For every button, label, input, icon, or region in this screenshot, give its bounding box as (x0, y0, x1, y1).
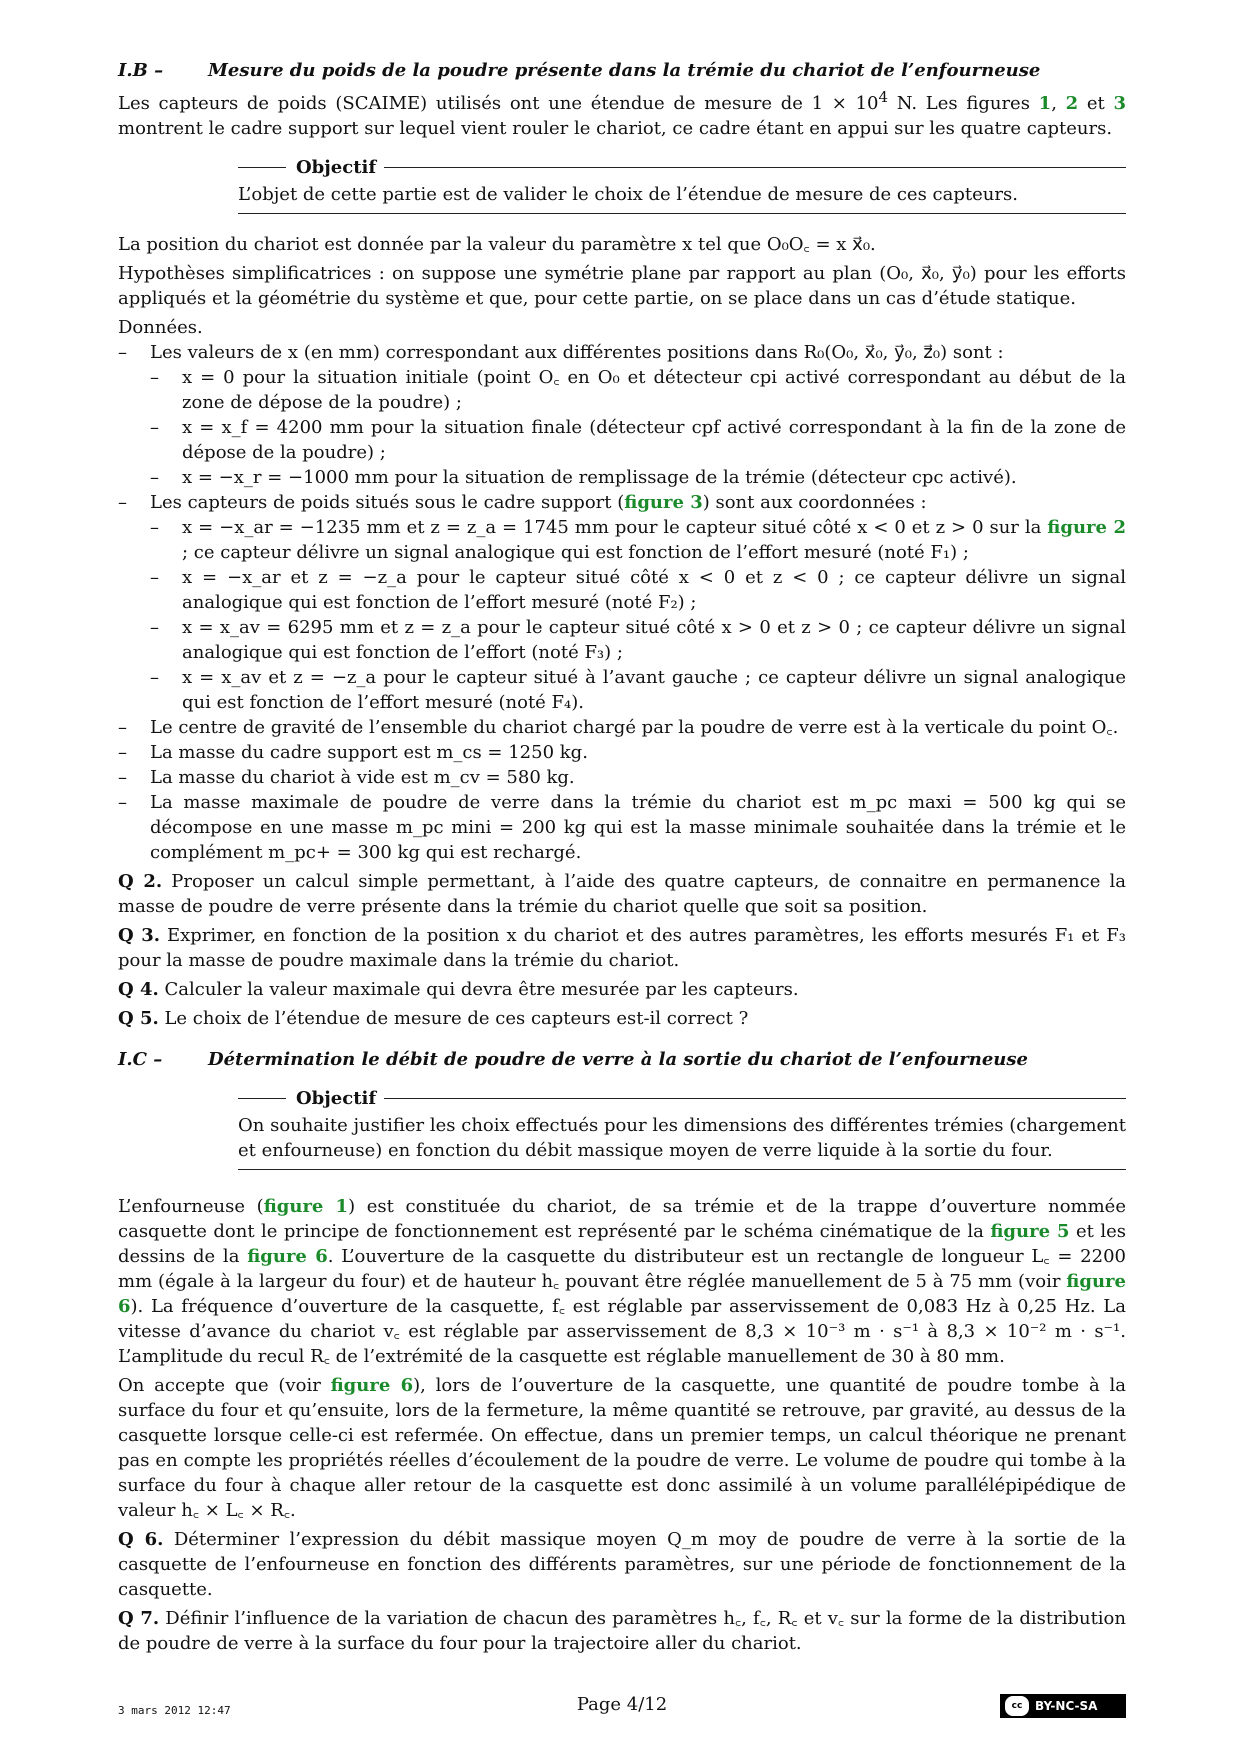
question-3 (118, 923, 1126, 973)
question-text: Définir l’influence de la variation de chacun des paramètres h꜀, f꜀, R꜀ et v꜀ sur la forme de la distribution de poudre de verre à la surface du four pour la trajectoire aller du chariot. (118, 1608, 1126, 1654)
para-text: ), lors de l’ouverture de la casquette, une quantité de poudre tombe à la surface du four et qu’ensuite, lors de la fermeture, la même quantité se retrouve, par gravité, au dessus de la casquette lorsque celle-ci est refermée. On effectue, dans un premier temps, un calcul théorique ne prenant pas en compte les propriétés réelles d’écoulement de la poudre de verre. Le volume de poudre qui tombe à la surface du four à chaque aller retour de la casquette est donc assimilé à un volume parallélépipédique de valeur h꜀ × L꜀ × R꜀. (118, 1375, 1126, 1521)
para-text: et les dessins de la (118, 1221, 1126, 1267)
intro-et: et (1078, 93, 1114, 114)
para-text: . L’ouverture de la casquette du distributeur est un rectangle de longueur L꜀ = 2200 mm (égale à la largeur du four) et de hauteur h꜀ pouvant être réglée manuellement de 5 à 75 mm (voir (118, 1246, 1126, 1292)
question-text: Le choix de l’étendue de mesure de ces capteurs est-il correct ? (158, 1008, 749, 1029)
figure-6-link[interactable]: figure 6 (330, 1375, 414, 1396)
list-item: – x = −x_ar et z = −z_a pour le capteur situé côté x < 0 et z < 0 ; ce capteur délivre un signal analogique qui est fonction de l’effort mesuré (noté F₂) ; (150, 565, 1126, 615)
section-c-title (118, 1047, 1126, 1072)
objective-header (238, 155, 1126, 180)
figure-1-link[interactable]: figure 1 (263, 1196, 349, 1217)
figure-6-link[interactable]: figure 6 (247, 1246, 328, 1267)
question-label: Q 5. (118, 1008, 159, 1029)
section-b-intro (118, 85, 1126, 141)
hypotheses-text: Hypothèses simplificatrices : on suppose une symétrie plane par rapport au plan (O₀, x⃗₀, y⃗₀) pour les efforts appliqués et la géométrie du système et que, pour cette partie, on se place dans un cas d’étude statique. (118, 263, 1126, 309)
list-item: – La masse du cadre support est m_cs = 1250 kg. (118, 740, 1126, 765)
list-item-text: Les capteurs de poids situés sous le cadre support ( (150, 492, 625, 513)
question-label: Q 6. (118, 1529, 164, 1550)
intro-text-c: montrent le cadre support sur lequel vient rouler le chariot, ce cadre étant en appui sur les quatre capteurs. (118, 118, 1113, 139)
license-badge[interactable] (1000, 1694, 1126, 1718)
figure-2-link[interactable]: figure 2 (1047, 517, 1126, 538)
question-text: Exprimer, en fonction de la position x du chariot et des autres paramètres, les efforts mesurés F₁ et F₃ pour la masse de poudre maximale dans la trémie du chariot. (118, 925, 1126, 971)
page-footer (118, 1692, 1126, 1722)
list-item-text: ; ce capteur délivre un signal analogique qui est fonction de l’effort mesuré (noté F₁) ; (182, 542, 969, 563)
donnees-heading: Données. (118, 317, 203, 338)
page-number: Page 4/12 (576, 1694, 668, 1715)
question-text: Déterminer l’expression du débit massique moyen Q_m moy de poudre de verre à la sortie de la casquette de l’enfourneuse en fonction des différents paramètres, sur une période de fonctionnement de la casquette. (118, 1529, 1126, 1600)
section-c-paragraph-1 (118, 1194, 1126, 1369)
question-label: Q 2. (118, 871, 163, 892)
list-item: – x = x_f = 4200 mm pour la situation finale (détecteur cpf activé correspondant à la fin de la zone de dépose de la poudre) ; (150, 415, 1126, 465)
list-item: – x = −x_r = −1000 mm pour la situation de remplissage de la trémie (détecteur cpc activé). (150, 465, 1126, 490)
intro-comma: , (1051, 93, 1066, 114)
para-text: L’enfourneuse ( (118, 1196, 264, 1217)
question-label: Q 7. (118, 1608, 160, 1629)
list-item (118, 490, 1126, 715)
para-text: ). La fréquence d’ouverture de la casquette, f꜀ est réglable par asservissement de 0,083 Hz à 0,25 Hz. La vitesse d’avance du chariot v꜀ est réglable par asservissement de 8,3 × 10⁻³ m · s⁻¹ à 8,3 × 10⁻² m · s⁻¹. L’amplitude du recul R꜀ de l’extrémité de la casquette est réglable manuellement de 30 à 80 mm. (118, 1296, 1126, 1367)
cc-icon: cc (1005, 1696, 1029, 1716)
question-label: Q 3. (118, 925, 161, 946)
section-b-heading: Mesure du poids de la poudre présente dans la trémie du chariot de l’enfourneuse (208, 60, 1041, 81)
section-c-heading: Détermination le débit de poudre de verre à la sortie du chariot de l’enfourneuse (208, 1049, 1028, 1070)
list-item: – x = x_av et z = −z_a pour le capteur situé à l’avant gauche ; ce capteur délivre un signal analogique qui est fonction de l’effort mesuré (noté F₄). (150, 665, 1126, 715)
question-7 (118, 1606, 1126, 1656)
section-c-number: I.C – (118, 1049, 163, 1070)
figure-6-link[interactable]: figure 6 (118, 1271, 1126, 1317)
figure-3-link[interactable]: figure 3 (624, 492, 703, 513)
objective-header (238, 1086, 1126, 1111)
question-label: Q 4. (118, 979, 159, 1000)
list-item: – x = 0 pour la situation initiale (point O꜀ en O₀ et détecteur cpi activé correspondant au début de la zone de dépose de la poudre) ; (150, 365, 1126, 415)
intro-exponent: 4 (878, 88, 889, 106)
question-2 (118, 869, 1126, 919)
objective-label: Objectif (296, 1088, 377, 1109)
figure-5-link[interactable]: figure 5 (990, 1221, 1070, 1242)
objective-box-c (238, 1086, 1126, 1170)
objective-text: L’objet de cette partie est de valider le choix de l’étendue de mesure de ces capteurs. (238, 180, 1126, 214)
section-c-paragraph-2 (118, 1373, 1126, 1523)
list-item: – La masse maximale de poudre de verre dans la trémie du chariot est m_pc maxi = 500 kg qui se décompose en une masse m_pc mini = 200 kg qui est la masse minimale souhaitée dans la trémie et le complément m_pc+ = 300 kg qui est rechargé. (118, 790, 1126, 865)
question-6 (118, 1527, 1126, 1602)
question-4 (118, 977, 1126, 1002)
list-item: – La masse du chariot à vide est m_cv = 580 kg. (118, 765, 1126, 790)
intro-text-a: Les capteurs de poids (SCAIME) utilisés ont une étendue de mesure de 1 × 10 (118, 93, 879, 114)
section-b-title (118, 58, 1126, 83)
question-5 (118, 1006, 1126, 1031)
list-item-text: ) sont aux coordonnées : (702, 492, 927, 513)
list-item (118, 340, 1126, 490)
page (118, 58, 1126, 1660)
intro-text-b: N. Les figures (888, 93, 1039, 114)
list-item-text: x = −x_ar = −1235 mm et z = z_a = 1745 mm pour le capteur situé côté x < 0 et z > 0 sur la (182, 517, 1048, 538)
license-text: BY-NC-SA (1035, 1698, 1098, 1713)
question-text: Proposer un calcul simple permettant, à l’aide des quatre capteurs, de connaitre en permanence la masse de poudre de verre présente dans la trémie du chariot quelle que soit sa position. (118, 871, 1126, 917)
footer-date: 3 mars 2012 12:47 (118, 1704, 231, 1717)
section-b-number: I.B – (118, 60, 164, 81)
position-text: La position du chariot est donnée par la valeur du paramètre x tel que O₀O꜀ = x x⃗₀. (118, 234, 876, 255)
list-item (150, 515, 1126, 565)
list-item-text: Les valeurs de x (en mm) correspondant aux différentes positions dans R₀(O₀, x⃗₀, y⃗₀, z⃗₀) sont : (150, 342, 1004, 363)
list-item: – Le centre de gravité de l’ensemble du chariot chargé par la poudre de verre est à la verticale du point O꜀. (118, 715, 1126, 740)
objective-label: Objectif (296, 157, 377, 178)
data-list (118, 340, 1126, 865)
objective-text: On souhaite justifier les choix effectués pour les dimensions des différentes trémies (chargement et enfourneuse) en fonction du débit massique moyen de verre liquide à la sortie du four. (238, 1111, 1126, 1170)
objective-box-b (238, 155, 1126, 214)
list-item: – x = x_av = 6295 mm et z = z_a pour le capteur situé côté x > 0 et z > 0 ; ce capteur délivre un signal analogique qui est fonction de l’effort (noté F₃) ; (150, 615, 1126, 665)
question-text: Calculer la valeur maximale qui devra être mesurée par les capteurs. (158, 979, 799, 1000)
figure-2-link[interactable]: 2 (1065, 93, 1079, 114)
para-text: ) est constituée du chariot, de sa trémie et de la trappe d’ouverture nommée casquette dont le principe de fonctionnement est représenté par le schéma cinématique de la (118, 1196, 1126, 1242)
figure-1-link[interactable]: 1 (1038, 93, 1052, 114)
figure-3-link[interactable]: 3 (1113, 93, 1126, 114)
para-text: On accepte que (voir (118, 1375, 331, 1396)
